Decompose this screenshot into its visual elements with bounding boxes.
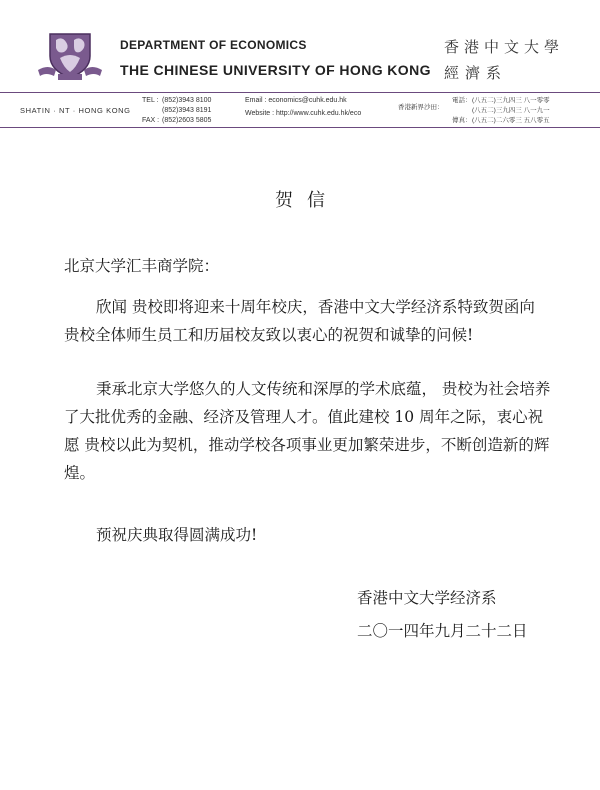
phone-fax-en bbox=[142, 96, 211, 126]
letterhead bbox=[0, 0, 600, 130]
email-website bbox=[245, 96, 361, 122]
university-crest-logo bbox=[36, 30, 104, 82]
region-zh: 香港新界沙田： bbox=[398, 104, 444, 111]
header-rule-bottom bbox=[0, 127, 600, 128]
fax-zh-label: 傳真： bbox=[452, 117, 472, 124]
website-link[interactable]: Website : http://www.cuhk.edu.hk/eco bbox=[245, 110, 362, 117]
email-link[interactable]: Email : economics@cuhk.edu.hk bbox=[245, 97, 347, 104]
paragraph-3: 预祝庆典取得圆满成功! bbox=[96, 526, 258, 544]
letter-date: 二〇一四年九月二十二日 bbox=[357, 622, 528, 640]
paragraph-1: 欣闻 贵校即将迎来十周年校庆，香港中文大学经济系特致贺函向 贵校全体师生员工和历届校友致以衷心的祝贺和诚挚的问候! bbox=[64, 298, 535, 344]
tel-value-1: (852)3943 8100 bbox=[162, 97, 212, 104]
tel-zh-value-1: (八五二)三九四三 八一零零 bbox=[472, 97, 550, 104]
tel-zh-value-2: (八五二)三九四三 八一九一 bbox=[472, 107, 550, 114]
header-rule-top bbox=[0, 92, 600, 93]
tel-value-2: (852)3943 8191 bbox=[162, 107, 212, 114]
fax-value: (852)2603 5805 bbox=[162, 117, 212, 124]
tel-zh-label: 電話： bbox=[452, 97, 472, 104]
tel-label: TEL : bbox=[142, 97, 159, 104]
fax-zh-value: (八五二)二六零三 五八零五 bbox=[472, 117, 550, 124]
paragraph-2: 秉承北京大学悠久的人文传统和深厚的学术底蕴， 贵校为社会培养了大批优秀的金融、经济及管理人才。值此建校 10 周年之际，衷心祝愿 贵校以此为契机，推动学校各项事业更加繁荣进步，不断创造新的辉煌。 bbox=[64, 380, 551, 482]
university-name-zh: 香港中文大學 bbox=[444, 38, 565, 56]
department-name-en: DEPARTMENT OF ECONOMICS bbox=[120, 38, 307, 52]
salutation: 北京大学汇丰商学院： bbox=[64, 257, 220, 275]
fax-label: FAX : bbox=[142, 117, 160, 124]
location-en: SHATIN · NT · HONG KONG bbox=[20, 106, 131, 115]
signature: 香港中文大学经济系 bbox=[357, 589, 497, 607]
department-name-zh: 經濟系 bbox=[444, 64, 508, 82]
university-name-en: THE CHINESE UNIVERSITY OF HONG KONG bbox=[120, 62, 431, 78]
phone-fax-zh bbox=[452, 96, 550, 126]
letter-title: 贺信 bbox=[275, 190, 339, 211]
